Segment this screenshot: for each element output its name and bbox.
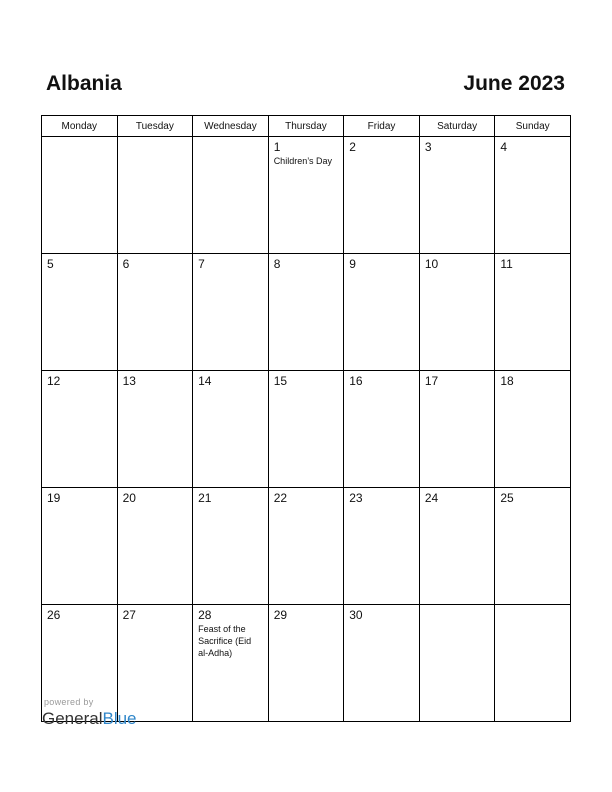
day-cell <box>193 137 269 254</box>
weekday-header: Thursday <box>268 116 344 137</box>
day-number: 13 <box>122 374 136 388</box>
day-number: 24 <box>424 491 439 505</box>
day-cell <box>268 371 344 488</box>
holiday-label: Children’s Day <box>273 156 333 166</box>
day-number: 12 <box>47 374 61 388</box>
week-row <box>42 488 571 605</box>
day-cell <box>268 254 344 371</box>
week-row <box>42 605 571 722</box>
day-cell <box>117 488 193 605</box>
day-cell <box>268 488 344 605</box>
day-number: 27 <box>122 608 136 622</box>
day-cell <box>42 488 118 605</box>
day-cell <box>117 254 193 371</box>
day-cell <box>419 254 495 371</box>
day-cell <box>495 371 571 488</box>
day-cell <box>419 488 495 605</box>
weekday-header: Monday <box>42 116 118 137</box>
day-cell <box>268 137 344 254</box>
day-cell <box>495 254 571 371</box>
day-cell <box>344 488 420 605</box>
day-number: 11 <box>500 257 513 271</box>
day-number: 30 <box>349 608 363 622</box>
month-year-title: June 2023 <box>463 72 565 95</box>
day-cell <box>344 371 420 488</box>
day-number: 8 <box>273 257 281 271</box>
day-number: 25 <box>500 491 514 505</box>
day-number: 7 <box>198 257 205 271</box>
holiday-label: Feast of the Sacrifice (Eid al-Adha) <box>198 624 252 658</box>
day-number: 6 <box>122 257 130 271</box>
day-number: 3 <box>424 140 432 154</box>
week-row <box>42 137 571 254</box>
day-cell <box>193 605 269 722</box>
day-cell <box>495 137 571 254</box>
powered-by-text: powered by <box>44 697 94 707</box>
day-number: 23 <box>349 491 363 505</box>
brand-name-general: General <box>42 709 103 728</box>
day-number: 17 <box>424 374 439 388</box>
week-row <box>42 254 571 371</box>
weekday-header: Saturday <box>419 116 495 137</box>
day-number: 4 <box>500 140 508 154</box>
day-number: 16 <box>349 374 363 388</box>
day-number: 14 <box>198 374 212 388</box>
day-cell <box>419 605 495 722</box>
day-number: 15 <box>273 374 288 388</box>
day-number: 5 <box>47 257 54 271</box>
weekday-header-row <box>42 116 571 137</box>
day-cell <box>419 371 495 488</box>
day-number: 19 <box>47 491 61 505</box>
day-number: 22 <box>273 491 288 505</box>
day-cell <box>344 137 420 254</box>
day-cell <box>344 605 420 722</box>
day-cell <box>495 488 571 605</box>
day-cell <box>419 137 495 254</box>
country-title: Albania <box>46 72 122 95</box>
day-cell <box>42 371 118 488</box>
day-number: 28 <box>198 608 212 622</box>
day-cell <box>42 254 118 371</box>
weekday-header: Tuesday <box>117 116 193 137</box>
day-cell <box>117 371 193 488</box>
day-cell <box>42 137 118 254</box>
day-cell <box>117 605 193 722</box>
weekday-header: Sunday <box>495 116 571 137</box>
day-number: 2 <box>349 140 356 154</box>
calendar-grid <box>41 115 571 722</box>
day-number: 26 <box>47 608 61 622</box>
brand-name-blue: Blue <box>102 709 137 728</box>
day-number: 1 <box>273 140 281 154</box>
weekday-header: Wednesday <box>193 116 269 137</box>
day-number: 10 <box>424 257 439 271</box>
day-cell <box>344 254 420 371</box>
week-row <box>42 371 571 488</box>
day-cell <box>495 605 571 722</box>
day-cell <box>268 605 344 722</box>
day-number: 20 <box>122 491 136 505</box>
day-cell <box>193 488 269 605</box>
day-cell <box>193 254 269 371</box>
day-cell <box>193 371 269 488</box>
day-number: 9 <box>349 257 356 271</box>
day-number: 18 <box>500 374 514 388</box>
day-number: 21 <box>198 491 212 505</box>
brand-logo[interactable] <box>42 709 137 729</box>
weekday-header: Friday <box>344 116 420 137</box>
day-number: 29 <box>273 608 288 622</box>
day-cell <box>117 137 193 254</box>
